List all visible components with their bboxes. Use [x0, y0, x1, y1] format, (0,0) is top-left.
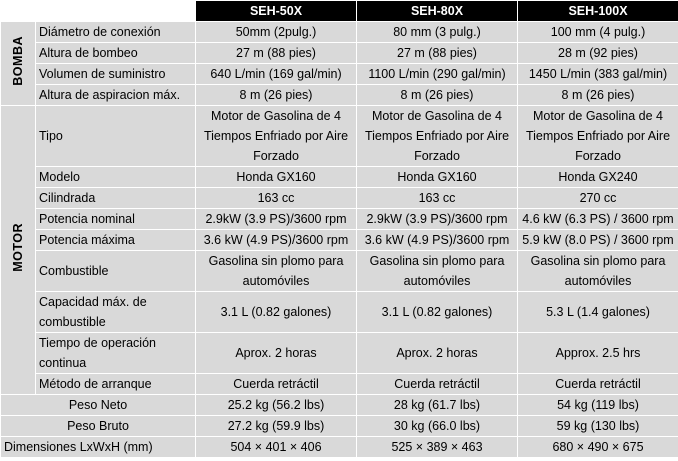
row-label: Método de arranque	[36, 374, 196, 395]
table-row	[1, 437, 678, 458]
cell: Motor de Gasolina de 4 Tiempos Enfriado por Aire Forzado	[357, 106, 518, 167]
cell: 27 m (88 pies)	[357, 43, 518, 64]
table-row	[1, 209, 678, 230]
table-row	[1, 416, 678, 437]
table-row	[1, 230, 678, 251]
cell: Gasolina sin plomo para automóviles	[196, 251, 357, 292]
table-row	[1, 292, 678, 333]
cell: 27.2 kg (59.9 lbs)	[196, 416, 357, 437]
table-row	[1, 85, 678, 106]
table-row	[1, 251, 678, 292]
row-label: Tipo	[36, 106, 196, 167]
cell: 3.6 kW (4.9 PS)/3600 rpm	[196, 230, 357, 251]
cell: 54 kg (119 lbs)	[518, 395, 678, 416]
cell: Cuerda retráctil	[196, 374, 357, 395]
cell: 8 m (26 pies)	[518, 85, 678, 106]
cell: 1100 L/min (290 gal/min)	[357, 64, 518, 85]
row-label: Altura de aspiracion máx.	[36, 85, 196, 106]
cell: Honda GX240	[518, 167, 678, 188]
cell: 100 mm (4 pulg.)	[518, 22, 678, 43]
row-label: Capacidad máx. de combustible	[36, 292, 196, 333]
cell: Honda GX160	[357, 167, 518, 188]
cell: 640 L/min (169 gal/min)	[196, 64, 357, 85]
table-row	[1, 167, 678, 188]
table-row	[1, 22, 678, 43]
model-header-3: SEH-100X	[518, 1, 678, 22]
row-label: Peso Neto	[1, 395, 196, 416]
header-corner	[1, 1, 196, 22]
cell: 5.3 L (1.4 galones)	[518, 292, 678, 333]
cell: 680 × 490 × 675	[518, 437, 678, 458]
cell: 50mm (2pulg.)	[196, 22, 357, 43]
row-label: Tiempo de operación continua	[36, 333, 196, 374]
cell: 525 × 389 × 463	[357, 437, 518, 458]
cell: 8 m (26 pies)	[357, 85, 518, 106]
cell: 28 kg (61.7 lbs)	[357, 395, 518, 416]
model-header-2: SEH-80X	[357, 1, 518, 22]
cell: 163 cc	[196, 188, 357, 209]
row-label: Altura de bombeo	[36, 43, 196, 64]
cell: Gasolina sin plomo para automóviles	[357, 251, 518, 292]
cell: Approx. 2.5 hrs	[518, 333, 678, 374]
table-row	[1, 43, 678, 64]
table-row	[1, 333, 678, 374]
cell: 4.6 kW (6.3 PS) / 3600 rpm	[518, 209, 678, 230]
row-label: Peso Bruto	[1, 416, 196, 437]
cell: Motor de Gasolina de 4 Tiempos Enfriado por Aire Forzado	[196, 106, 357, 167]
cell: 30 kg (66.0 lbs)	[357, 416, 518, 437]
row-label: Diámetro de conexión	[36, 22, 196, 43]
table-row	[1, 64, 678, 85]
row-label: Modelo	[36, 167, 196, 188]
cell: 504 × 401 × 406	[196, 437, 357, 458]
row-label: Dimensiones LxWxH (mm)	[1, 437, 196, 458]
cell: 8 m (26 pies)	[196, 85, 357, 106]
cell: 59 kg (130 lbs)	[518, 416, 678, 437]
cell: Honda GX160	[196, 167, 357, 188]
cell: Gasolina sin plomo para automóviles	[518, 251, 678, 292]
cell: 2.9kW (3.9 PS)/3600 rpm	[196, 209, 357, 230]
table-row	[1, 188, 678, 209]
cell: Motor de Gasolina de 4 Tiempos Enfriado por Aire Forzado	[518, 106, 678, 167]
header-row	[1, 1, 678, 22]
cell: 2.9kW (3.9 PS)/3600 rpm	[357, 209, 518, 230]
cell: 163 cc	[357, 188, 518, 209]
row-label: Combustible	[36, 251, 196, 292]
cell: Aprox. 2 horas	[357, 333, 518, 374]
row-label: Volumen de suministro	[36, 64, 196, 85]
cell: 3.1 L (0.82 galones)	[196, 292, 357, 333]
row-label: Cilindrada	[36, 188, 196, 209]
cell: 80 mm (3 pulg.)	[357, 22, 518, 43]
cell: 5.9 kW (8.0 PS) / 3600 rpm	[518, 230, 678, 251]
cell: 25.2 kg (56.2 lbs)	[196, 395, 357, 416]
cell: Aprox. 2 horas	[196, 333, 357, 374]
cell: 1450 L/min (383 gal/min)	[518, 64, 678, 85]
cell: 3.6 kW (4.9 PS)/3600 rpm	[357, 230, 518, 251]
table-row	[1, 106, 678, 167]
row-label: Potencia nominal	[36, 209, 196, 230]
table-row	[1, 374, 678, 395]
cell: 270 cc	[518, 188, 678, 209]
group-label-motor: MOTOR	[1, 106, 36, 395]
model-header-1: SEH-50X	[196, 1, 357, 22]
cell: Cuerda retráctil	[518, 374, 678, 395]
cell: Cuerda retráctil	[357, 374, 518, 395]
group-label-bomba: BOMBA	[1, 22, 36, 106]
cell: 28 m (92 pies)	[518, 43, 678, 64]
cell: 3.1 L (0.82 galones)	[357, 292, 518, 333]
row-label: Potencia máxima	[36, 230, 196, 251]
cell: 27 m (88 pies)	[196, 43, 357, 64]
table-row	[1, 395, 678, 416]
